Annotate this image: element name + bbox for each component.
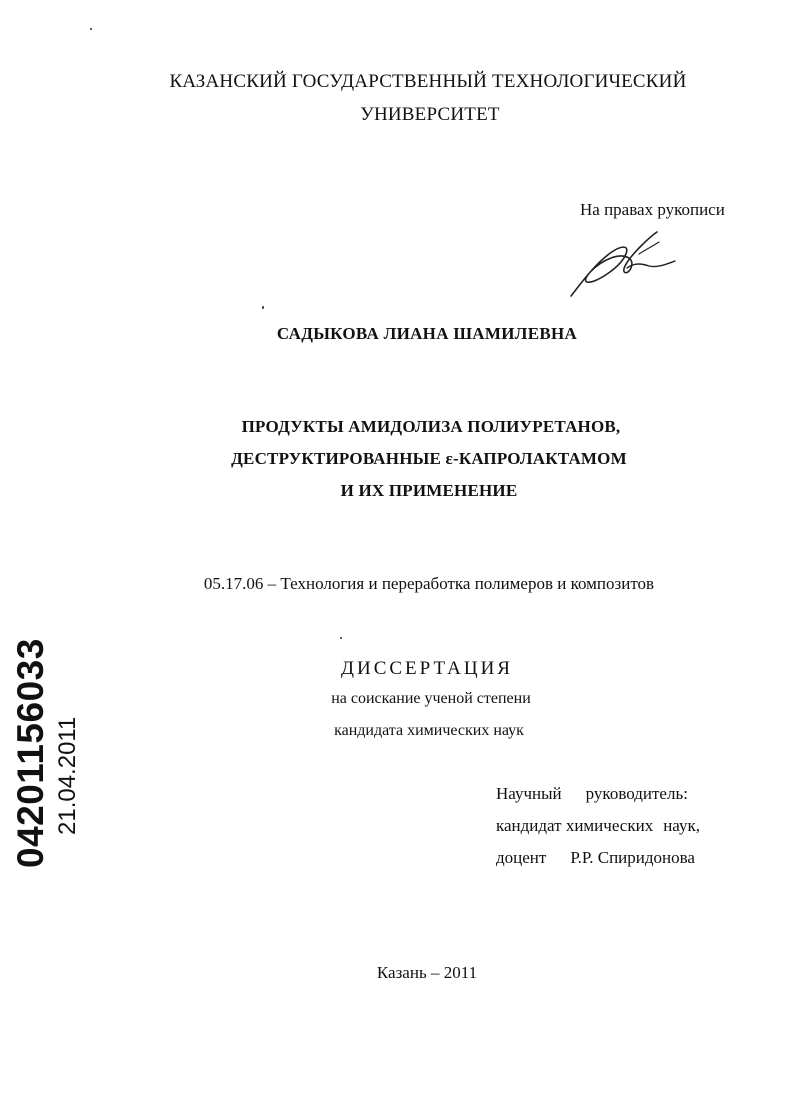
rights-note: На правах рукописи [580, 200, 725, 219]
degree-line2: кандидата химических наук [334, 722, 524, 739]
thesis-title-line2: ДЕСТРУКТИРОВАННЫЕ ε-КАПРОЛАКТАМОМ [231, 449, 627, 468]
university-name-line2: УНИВЕРСИТЕТ [360, 104, 500, 125]
specialty-code: 05.17.06 – Технология и переработка полимеров и композитов [203, 574, 655, 593]
advisor-degree-word2: наук, [663, 816, 700, 835]
scan-speck [90, 28, 92, 30]
scan-speck [262, 306, 264, 309]
degree-line1: на соискание ученой степени [331, 690, 531, 707]
advisor-name: Р.Р. Спиридонова [570, 848, 695, 867]
author-name: САДЫКОВА ЛИАНА ШАМИЛЕВНА [276, 324, 578, 343]
advisor-degree [496, 816, 700, 836]
university-name-line1: КАЗАНСКИЙ ГОСУДАРСТВЕННЫЙ ТЕХНОЛОГИЧЕСКИЙ [169, 71, 687, 92]
scan-speck [340, 637, 342, 639]
advisor-role-word2: руководитель: [585, 784, 688, 803]
library-stamp-code: 04201156033 [10, 638, 51, 868]
document-type: ДИССЕРТАЦИЯ [341, 658, 513, 679]
thesis-title-line1: ПРОДУКТЫ АМИДОЛИЗА ПОЛИУРЕТАНОВ, [241, 417, 621, 436]
advisor-position: доцент [496, 848, 547, 867]
thesis-title-line3: И ИХ ПРИМЕНЕНИЕ [340, 481, 518, 500]
advisor-role-word1: Научный [496, 784, 562, 803]
advisor-role [496, 784, 688, 804]
city-year: Казань – 2011 [376, 963, 478, 982]
handwritten-signature-icon [565, 228, 680, 303]
advisor-name-line [496, 848, 695, 868]
advisor-degree-word1: кандидат химических [496, 816, 654, 835]
library-stamp-date: 21.04.2011 [54, 716, 81, 835]
